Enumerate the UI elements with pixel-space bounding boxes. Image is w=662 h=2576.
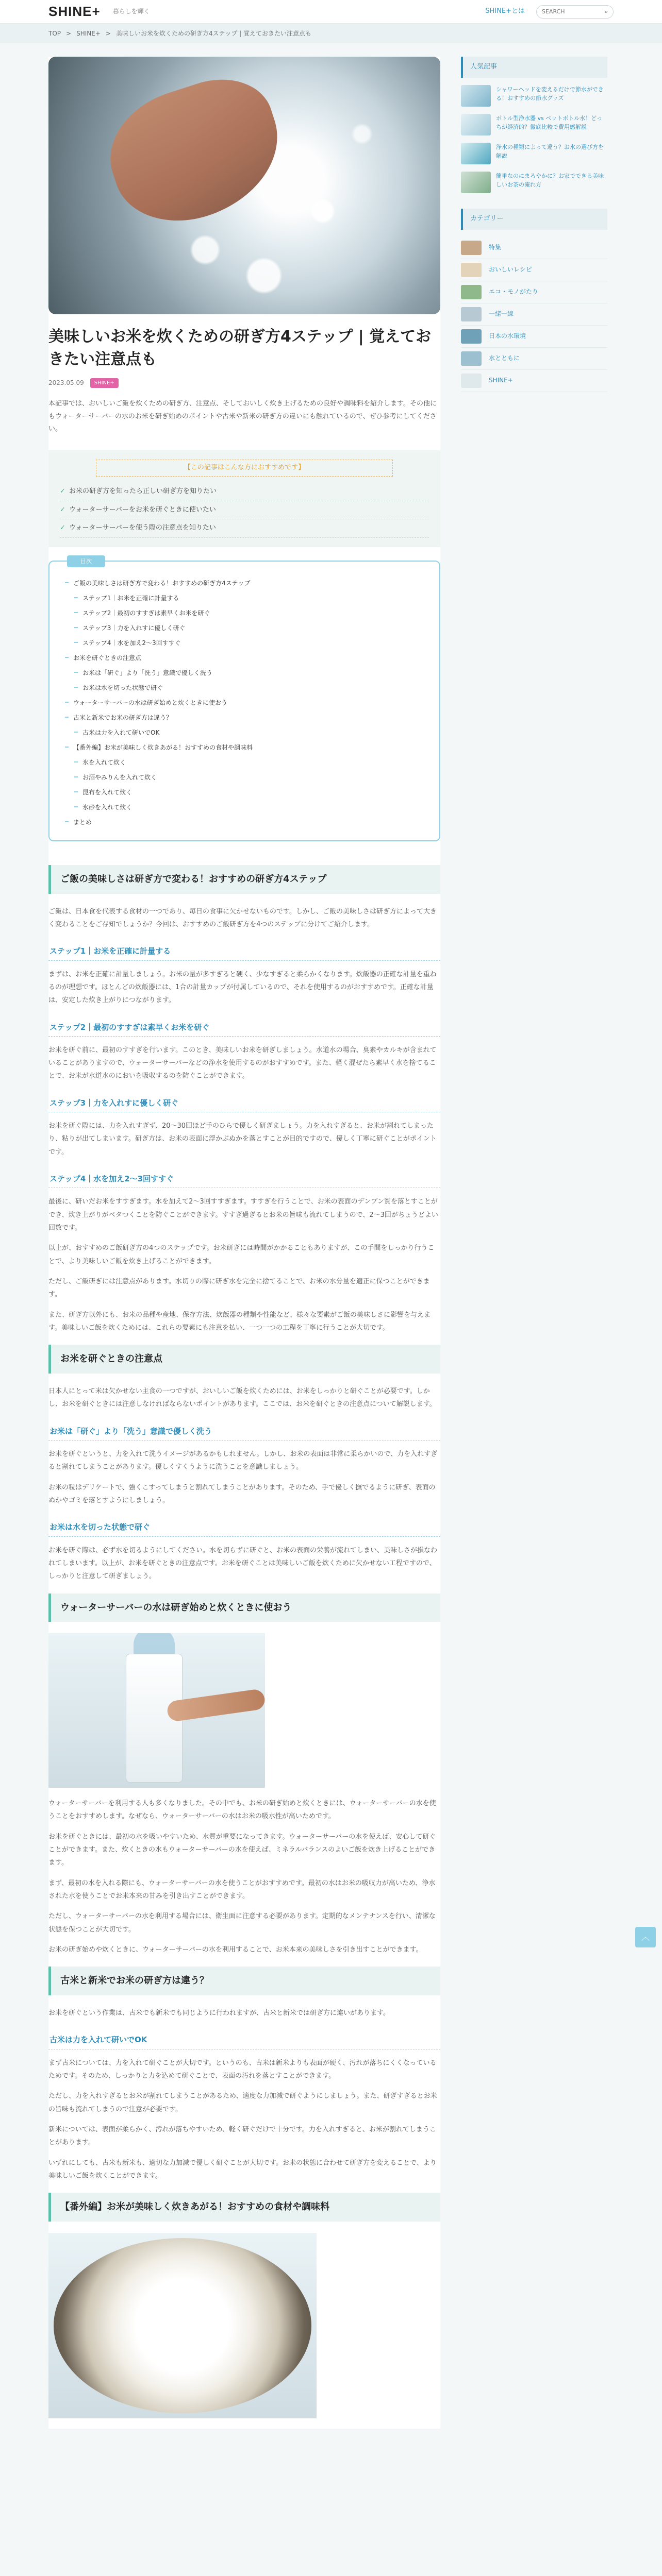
article-title: 美味しいお米を炊くための研ぎ方4ステップ | 覚えておきたい注意点も — [48, 328, 432, 368]
paragraph: いずれにしても、古米も新米も、適切な力加減で優しく研ぐことが大切です。お米の状態に合わせて研ぎ方を変えることで、より美味しいご飯を炊くことができます。 — [48, 2159, 437, 2180]
recommend-box — [48, 450, 440, 547]
subsection-heading: 古米は力を入れて研いでOK — [48, 2033, 440, 2049]
paragraph: ただし、ウォーターサーバーの水を利用する場合には、衛生面に注意する必要があります。定期的なメンテナンスを行い、清潔な状態を保つことが大切です。 — [48, 1912, 436, 1934]
paragraph: まず、最初の水を入れる際にも、ウォーターサーバーの水を使うことがおすすめです。最初の水はお米の吸収力が高いため、浄水された水を使うことでお米本来の甘みを引き出すことができます。 — [48, 1879, 436, 1901]
paragraph: ただし、力を入れすぎるとお米が割れてしまうことがあるため、適度な力加減で研ぐようにしましょう。また、研ぎすぎるとお米の旨味も流れてしまうので注意が必要です。 — [48, 2092, 437, 2113]
breadcrumb-separator: > — [105, 29, 111, 37]
popular-widget — [461, 57, 607, 193]
popular-title: 人気記事 — [461, 57, 607, 78]
article-meta — [48, 378, 440, 388]
toc-item[interactable]: 古米と新米でお米の研ぎ方は違う？ — [65, 710, 424, 725]
category-link[interactable]: 日本の水環境 — [489, 332, 526, 340]
section-heading: 古米と新米でお米の研ぎ方は違う？ — [48, 1967, 440, 1995]
toc-item[interactable]: お米を研ぐときの注意点 — [65, 651, 424, 666]
popular-thumb[interactable] — [461, 143, 491, 164]
category-link[interactable]: 一緒一線 — [489, 310, 514, 317]
category-item[interactable] — [461, 348, 607, 370]
chevron-up-icon: ︿ — [641, 1932, 650, 1942]
popular-link[interactable]: 簡単なのにまろやかに？お家でできる美味しいお茶の淹れ方 — [496, 172, 604, 188]
toc-subitem[interactable]: ステップ2｜最初のすすぎは素早くお米を研ぐ — [65, 606, 424, 621]
paragraph: お米を研ぐという作業は、古米でも新米でも同じように行われますが、古米と新米では研ぎ方に違いがあります。 — [48, 2009, 390, 2017]
toc-subitem[interactable]: 氷砂を入れて炊く — [65, 800, 424, 815]
table-of-contents — [48, 558, 440, 841]
search-input[interactable] — [542, 8, 599, 15]
recommend-title: 【この記事はこんな方におすすめです】 — [96, 460, 393, 477]
category-item[interactable] — [461, 281, 607, 303]
section-heading: 【番外編】お米が美味しく炊きあがる！おすすめの食材や調味料 — [48, 2193, 440, 2222]
paragraph: ご飯は、日本食を代表する食材の一つであり、毎日の食事に欠かせないものです。しかし、ご飯の美味しさは研ぎ方によって大きく変わることをご存知でしょうか？今回は、おすすめのご飯研ぎ方を4つのステップに分けてご紹介します。 — [48, 907, 437, 928]
site-header — [0, 0, 662, 24]
breadcrumb — [0, 24, 662, 43]
toc-subitem[interactable]: ステップ4｜水を加え2〜3回すすぐ — [65, 636, 424, 651]
popular-item[interactable] — [461, 172, 607, 193]
paragraph: 以上が、おすすめのご飯研ぎ方の4つのステップです。お米研ぎには時間がかかることもありますが、この手間をしっかり行うことで、より美味しいご飯を炊き上げることができます。 — [48, 1244, 435, 1265]
category-item[interactable] — [461, 370, 607, 392]
toc-subitem[interactable]: お米は「研ぐ」より「洗う」意識で優しく洗う — [65, 666, 424, 681]
publish-date: 2023.05.09 — [48, 379, 84, 386]
paragraph: まず古米については、力を入れて研ぐことが大切です。というのも、古米は新米よりも表面が硬く、汚れが落ちにくくなっているためです。そのため、しっかりと力を込めて研ぐことで、表面の汚れを落とすことができます。 — [48, 2059, 437, 2080]
popular-link[interactable]: 浄水の種類によって違う？お水の選び方を解説 — [496, 143, 604, 159]
paragraph: お米を研ぐ際は、必ず水を切るようにしてください。水を切らずに研ぐと、お米の表面の栄養が流れてしまい、美味しさが損なわれてしまいます。以上が、お米を研ぐときの注意点です。お米を研ぐことは美味しいご飯を炊くために欠かせない工程ですので、しっかりと注意して研ぎましょう。 — [48, 1546, 438, 1581]
breadcrumb-current: 美味しいお米を炊くための研ぎ方4ステップ | 覚えておきたい注意点も — [115, 29, 312, 37]
hero-image — [48, 57, 440, 314]
toc-label: 目次 — [67, 555, 105, 567]
paragraph: 最後に、研いだお米をすすぎます。水を加えて2〜3回すすぎます。すすぎを行うことで、お米の表面のデンプン質を落とすことができ、炊き上がりがベタつくことを防ぐことができます。すすぎ過ぎるとお米の旨味も流れてしまうので、2〜3回がちょうどよい回数です。 — [48, 1198, 438, 1232]
recommend-item: ✓ ウォーターサーバーをお米を研ぐときに使いたい — [60, 501, 429, 520]
toc-subitem[interactable]: 昆布を入れて炊く — [65, 785, 424, 800]
popular-thumb[interactable] — [461, 85, 491, 107]
site-logo[interactable]: SHINE+ — [48, 3, 101, 19]
paragraph: お米を研ぐ際には、力を入れすぎず、20〜30回ほど手のひらで優しく研ぎましょう。力を入れすぎると、お米が割れてしまったり、粘りが出てしまいます。研ぎ方は、お米の表面に浮かぶぬかを落とすことが目的ですので、優しく丁寧に研ぐことがポイントです。 — [48, 1122, 437, 1156]
paragraph: お米を研ぐというと、力を入れて洗うイメージがあるかもしれません。しかし、お米の表面は非常に柔らかいので、力を入れすぎると割れてしまうことがあります。優しくすくうように洗うことを意識しましょう。 — [48, 1450, 438, 1471]
paragraph: お米を研ぐ前に、最初のすすぎを行います。このとき、美味しいお米を研ぎしましょう。水道水の場合、臭素やカルキが含まれていることがありますので、ウォーターサーバーなどの浄水を使用するのがおすすめです。また、軽く混ぜたら素早く水を捨てることで、お米が水道水のにおいを吸収するのを防ぐことができます。 — [48, 1046, 437, 1080]
recommend-item: ✓ お米の研ぎ方を知ったら正しい研ぎ方を知りたい — [60, 483, 429, 501]
article-intro: 本記事では、おいしいご飯を炊くための研ぎ方、注意点、そしておいしく炊き上げるための良好や調味料を紹介します。その他にもウォーターサーバーの水のお米を研ぎ始めのポイントや古米や新米の研ぎ方の違いにも触れているので、ぜひ参考にしてください。 — [48, 400, 437, 433]
site-tagline: 暮らしを輝く — [112, 8, 150, 15]
search-icon[interactable]: ⌕ — [604, 8, 608, 15]
toc-item[interactable]: 【番外編】お米が美味しく炊きあがる！おすすめの食材や調味料 — [65, 740, 424, 755]
paragraph: ただし、ご飯研ぎには注意点があります。水切りの際に研ぎ水を完全に捨てることで、お米の水分量を適正に保つことができます。 — [48, 1278, 430, 1299]
article — [48, 57, 440, 2429]
popular-item[interactable] — [461, 85, 607, 107]
toc-subitem[interactable]: お米は水を切った状態で研ぐ — [65, 681, 424, 696]
popular-thumb[interactable] — [461, 172, 491, 193]
popular-item[interactable] — [461, 143, 607, 164]
popular-thumb[interactable] — [461, 114, 491, 135]
search-box[interactable] — [536, 5, 614, 19]
category-item[interactable] — [461, 303, 607, 326]
subsection-heading: お米は「研ぐ」より「洗う」意識で優しく洗う — [48, 1425, 440, 1440]
rice-pot-image — [48, 2233, 317, 2418]
paragraph: また、研ぎ方以外にも、お米の品種や産地、保存方法、炊飯器の種類や性能など、様々な要素がご飯の美味しさに影響を与えます。美味しいご飯を炊くためには、これらの要素にも注意を払い、一つ一つの工程を丁寧に行うことが大切です。 — [48, 1311, 431, 1332]
category-thumb[interactable] — [461, 263, 482, 277]
toc-subitem[interactable]: お酒やみりんを入れて炊く — [65, 770, 424, 785]
category-link[interactable]: おいしいレシピ — [489, 266, 532, 273]
paragraph: お米を研ぐときには、最初の水を吸いやすいため、水質が重要になってきます。ウォーターサーバーの水を使えば、安心して研ぐことができます。また、炊くときの水もウォーターサーバーの水を使えば、ミネラルバランスのよいご飯を炊き上げることができます。 — [48, 1833, 436, 1867]
category-thumb[interactable] — [461, 351, 482, 366]
paragraph: まずは、お米を正確に計量しましょう。お米の量が多すぎると硬く、少なすぎると柔らかくなります。炊飯器の正確な計量を重ねるのが理想です。ほとんどの炊飯器には、1合の計量カップが付属しているので、それを使用するのがおすすめです。正確な計量は、安定した炊き上がりにつながります。 — [48, 970, 437, 1005]
toc-subitem[interactable]: ステップ3｜力を入れすに優しく研ぐ — [65, 621, 424, 636]
subsection-heading: ステップ3｜力を入れすに優しく研ぐ — [48, 1096, 440, 1112]
toc-subitem[interactable]: 古米は力を入れて研いでOK — [65, 725, 424, 740]
category-widget — [461, 209, 607, 392]
paragraph: 新米については、表面が柔らかく、汚れが落ちやすいため、軽く研ぐだけで十分です。力を入れすぎると、お米が割れてしまうことがあります。 — [48, 2125, 436, 2147]
breadcrumb-top[interactable]: TOP — [48, 29, 61, 37]
category-thumb[interactable] — [461, 374, 482, 388]
subsection-heading: お米は水を切った状態で研ぐ — [48, 1520, 440, 1536]
section-heading: お米を研ぐときの注意点 — [48, 1345, 440, 1374]
breadcrumb-separator: > — [66, 29, 72, 37]
subsection-heading: ステップ1｜お米を正確に計量する — [48, 944, 440, 960]
toc-subitem[interactable]: ステップ1｜お米を正確に計量する — [65, 591, 424, 606]
category-badge[interactable]: SHINE+ — [90, 378, 119, 388]
category-link[interactable]: 特集 — [489, 244, 502, 251]
category-item[interactable] — [461, 237, 607, 259]
scroll-to-top-button[interactable] — [635, 1927, 656, 1947]
sidebar — [461, 57, 607, 2429]
toc-item[interactable]: ご飯の美味しさは研ぎ方で変わる！おすすめの研ぎ方4ステップ — [65, 576, 424, 591]
popular-link[interactable]: シャワーヘッドを変えるだけで節水ができる！おすすめの節水グッズ — [496, 86, 604, 101]
about-link[interactable]: SHINE+とは — [485, 7, 525, 15]
category-link[interactable]: SHINE+ — [489, 377, 513, 384]
section-heading: ウォーターサーバーの水は研ぎ始めと炊くときに使おう — [48, 1594, 440, 1622]
paragraph: 日本人にとって米は欠かせない主食の一つですが、おいしいご飯を炊くためには、お米をしっかりと研ぐことが必要です。しかし、お米を研ぐときには注意しなければならないポイントがあります。ここでは、お米を研ぐときの注意点について解説します。 — [48, 1387, 436, 1409]
category-link[interactable]: エコ・モノがたり — [489, 288, 538, 295]
toc-subitem[interactable]: 氷を入れて炊く — [65, 755, 424, 770]
category-item[interactable] — [461, 326, 607, 348]
section-heading: ご飯の美味しさは研ぎ方で変わる！おすすめの研ぎ方4ステップ — [48, 865, 440, 894]
popular-item[interactable] — [461, 114, 607, 135]
category-thumb[interactable] — [461, 307, 482, 321]
recommend-item: ✓ ウォーターサーバーを使う際の注意点を知りたい — [60, 519, 429, 538]
paragraph: お米の粒はデリケートで、強くこすってしまうと割れてしまうことがあります。そのため、手で優しく撫でるように研ぎ、表面のぬかやゴミを落とすようにしましょう。 — [48, 1483, 436, 1504]
category-thumb[interactable] — [461, 329, 482, 344]
toc-item[interactable]: まとめ — [65, 815, 424, 830]
subsection-heading: ステップ4｜水を加え2〜3回すすぐ — [48, 1172, 440, 1188]
category-item[interactable] — [461, 259, 607, 281]
paragraph: ウォーターサーバーを利用する人も多くなりました。その中でも、お米の研ぎ始めと炊くときには、ウォーターサーバーの水を使うことをおすすめします。なぜなら、ウォーターサーバーの水はお米の吸水性が高いためです。 — [48, 1800, 436, 1821]
breadcrumb-category[interactable]: SHINE+ — [76, 29, 101, 37]
category-thumb[interactable] — [461, 241, 482, 255]
category-title: カテゴリー — [461, 209, 607, 230]
popular-link[interactable]: ボトル型浄水器 vs ペットボトル水！どっちが経済的？徹底比較で費用感解説 — [496, 114, 603, 130]
water-server-image — [48, 1633, 265, 1788]
category-link[interactable]: 水とともに — [489, 354, 520, 362]
paragraph: お米の研ぎ始めや炊くときに、ウォーターサーバーの水を利用することで、お米本来の美味しさを引き出すことができます。 — [48, 1946, 423, 1954]
category-thumb[interactable] — [461, 285, 482, 299]
toc-item[interactable]: ウォーターサーバーの水は研ぎ始めと炊くときに使おう — [65, 696, 424, 710]
subsection-heading: ステップ2｜最初のすすぎは素早くお米を研ぐ — [48, 1021, 440, 1037]
